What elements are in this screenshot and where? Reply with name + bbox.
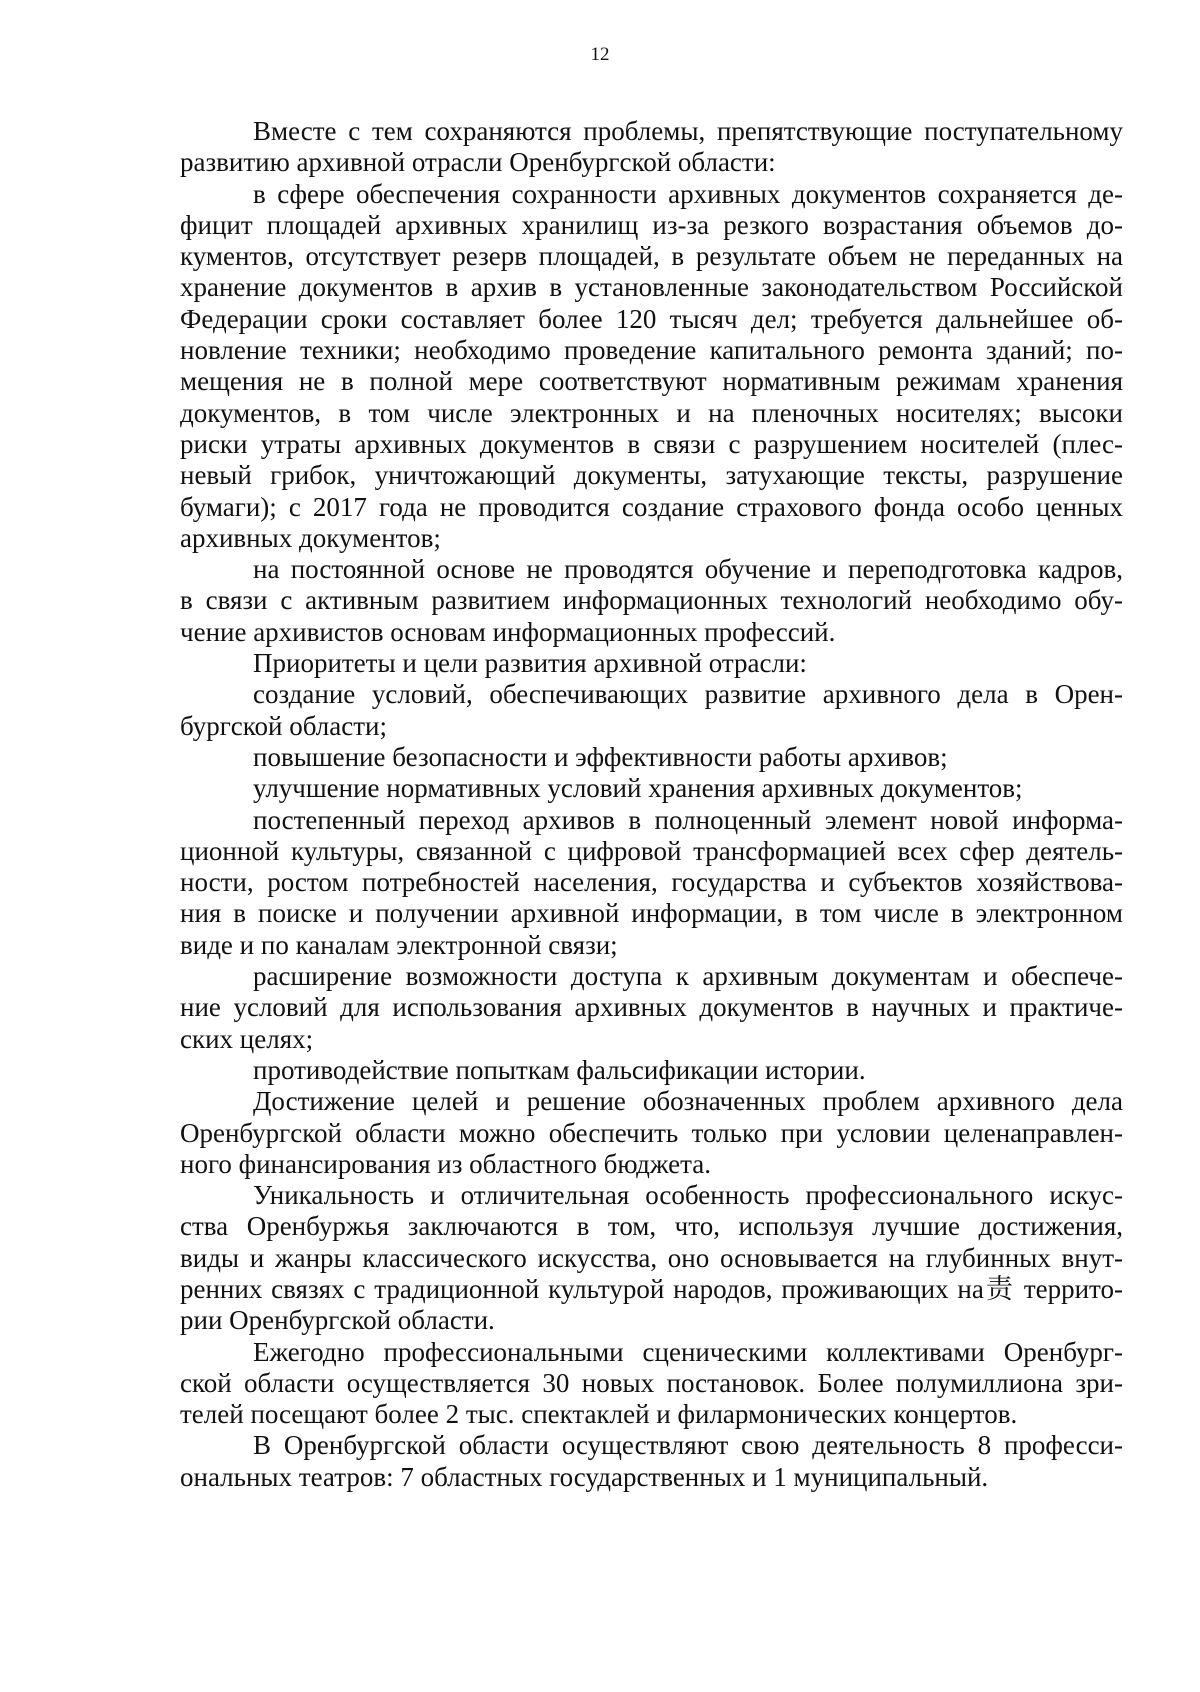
paragraph bbox=[180, 805, 1123, 961]
text-line: развитию архивной отрасли Оренбургской области: bbox=[180, 147, 776, 178]
text-line: ренних связях с традиционной культурой народов, проживающих на责 террито- bbox=[180, 1273, 1123, 1304]
paragraph bbox=[180, 679, 1123, 742]
paragraph bbox=[180, 961, 1123, 1055]
text-line: Уникальность и отличительная особенность профессионального искус- bbox=[253, 1180, 1123, 1211]
text-line: бумаги); с 2017 года не проводится создание страхового фонда особо ценных bbox=[180, 491, 1123, 522]
text-line: ской области осуществляется 30 новых постановок. Более полумиллиона зри- bbox=[180, 1367, 1123, 1398]
text-line: Достижение целей и решение обозначенных проблем архивного дела bbox=[253, 1086, 1123, 1117]
paragraph bbox=[180, 1086, 1123, 1180]
text-line: ональных театров: 7 областных государственных и 1 муниципальный. bbox=[180, 1461, 989, 1492]
text-line: ние условий для использования архивных документов в научных и практиче- bbox=[180, 992, 1123, 1023]
paragraph bbox=[180, 1337, 1123, 1431]
text-line: на постоянной основе не проводятся обучение и переподготовка кадров, bbox=[253, 554, 1123, 585]
text-line: ских целях; bbox=[180, 1023, 314, 1054]
text-line: мещения не в полной мере соответствуют нормативным режимам хранения bbox=[180, 366, 1123, 397]
text-line: ния в поиске и получении архивной информации, в том числе в электронном bbox=[180, 898, 1123, 929]
text-line: создание условий, обеспечивающих развитие архивного дела в Орен- bbox=[253, 679, 1123, 710]
text-line: рии Оренбургской области. bbox=[180, 1305, 495, 1336]
text-line: постепенный переход архивов в полноценный элемент новой информа- bbox=[253, 804, 1123, 835]
text-line: Ежегодно профессиональными сценическими коллективами Оренбург- bbox=[253, 1336, 1123, 1367]
text-line: риски утраты архивных документов в связи с разрушением носителей (плес- bbox=[180, 428, 1123, 459]
text-line: Федерации сроки составляет более 120 тысяч дел; требуется дальнейшее об- bbox=[180, 303, 1123, 334]
text-line: хранение документов в архив в установленные законодательством Российской bbox=[180, 272, 1123, 303]
paragraph bbox=[180, 1180, 1123, 1336]
text-line: противодействие попыткам фальсификации истории. bbox=[253, 1054, 866, 1085]
text-line: В Оренбургской области осуществляют свою деятельность 8 професси- bbox=[253, 1430, 1123, 1461]
text-line: расширение возможности доступа к архивным документам и обеспече- bbox=[253, 961, 1123, 992]
text-line: телей посещают более 2 тыс. спектаклей и филармонических концертов. bbox=[180, 1399, 1018, 1430]
paragraph bbox=[180, 179, 1123, 555]
paragraph bbox=[180, 116, 1123, 179]
text-line: в связи с активным развитием информационных технологий необходимо обу- bbox=[180, 585, 1123, 616]
paragraph bbox=[180, 773, 1123, 804]
paragraph bbox=[180, 1055, 1123, 1086]
text-line: ционной культуры, связанной с цифровой трансформацией всех сфер деятель- bbox=[180, 835, 1123, 866]
paragraph bbox=[180, 554, 1123, 648]
text-line: ности, ростом потребностей населения, государства и субъектов хозяйствова- bbox=[180, 867, 1123, 898]
text-line: в сфере обеспечения сохранности архивных документов сохраняется де- bbox=[253, 178, 1123, 209]
paragraph bbox=[180, 742, 1123, 773]
text-line: чение архивистов основам информационных профессий. bbox=[180, 616, 836, 647]
text-line: виды и жанры классического искусства, оно основывается на глубинных внут- bbox=[180, 1242, 1123, 1273]
text-line: документов, в том числе электронных и на пленочных носителях; высоки bbox=[180, 397, 1123, 428]
text-line: улучшение нормативных условий хранения архивных документов; bbox=[253, 773, 1023, 804]
paragraph bbox=[180, 648, 1123, 679]
text-line: виде и по каналам электронной связи; bbox=[180, 929, 618, 960]
text-line: кументов, отсутствует резерв площадей, в результате объем не переданных на bbox=[180, 241, 1123, 272]
paragraph bbox=[180, 1430, 1123, 1493]
text-line: невый грибок, уничтожающий документы, затухающие тексты, разрушение bbox=[180, 460, 1123, 491]
text-line: повышение безопасности и эффективности работы архивов; bbox=[253, 741, 948, 772]
text-line: архивных документов; bbox=[180, 522, 441, 553]
text-line: Вместе с тем сохраняются проблемы, препятствующие поступательному bbox=[253, 116, 1123, 146]
text-line: Оренбургской области можно обеспечить только при условии целенаправлен- bbox=[180, 1117, 1123, 1148]
text-line: новление техники; необходимо проведение капитального ремонта зданий; по- bbox=[180, 335, 1123, 366]
text-line: бургской области; bbox=[180, 710, 387, 741]
text-line: ного финансирования из областного бюджета. bbox=[180, 1148, 711, 1179]
page-number: 12 bbox=[590, 44, 610, 65]
text-line: Приоритеты и цели развития архивной отрасли: bbox=[253, 648, 807, 679]
text-line: фицит площадей архивных хранилищ из-за резкого возрастания объемов до- bbox=[180, 209, 1123, 240]
text-line: ства Оренбуржья заключаются в том, что, используя лучшие достижения, bbox=[180, 1211, 1123, 1242]
document-body bbox=[180, 116, 1123, 1493]
